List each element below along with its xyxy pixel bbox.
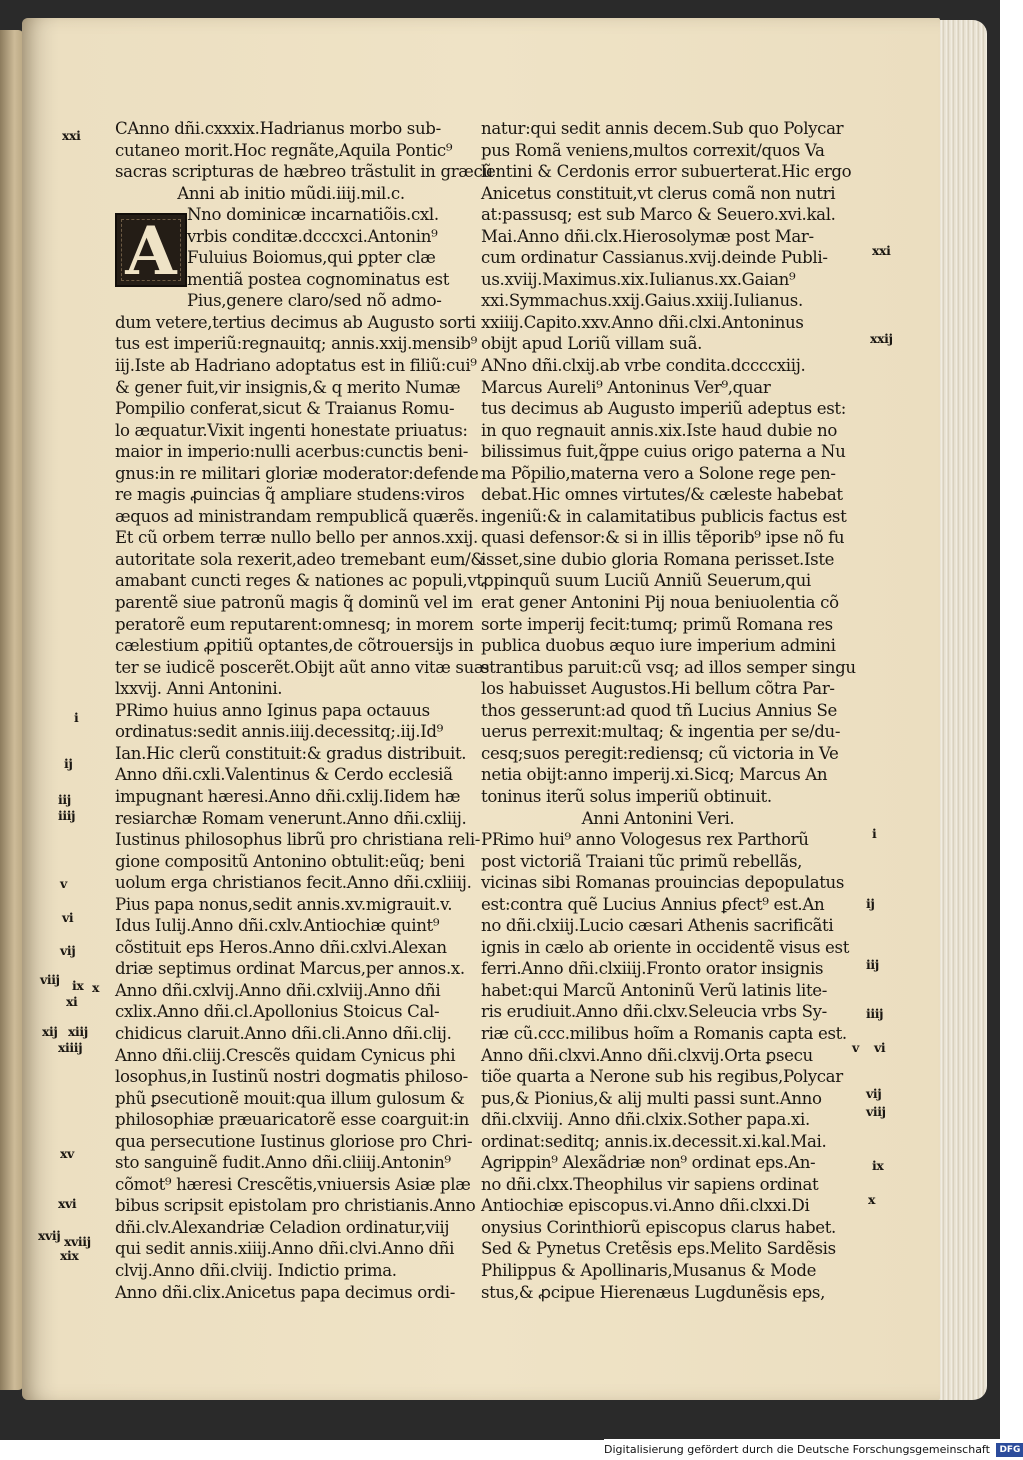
- text-line: Idus Iulij.Anno dñi.cxlv.Antiochiæ quint⁹: [115, 916, 440, 936]
- text-line: parentẽ siue patronũ magis q̃ dominũ vel im: [115, 593, 473, 613]
- margin-numeral: vij: [60, 943, 76, 958]
- margin-numeral: xv: [60, 1146, 74, 1161]
- margin-numeral: iiij: [866, 1006, 884, 1021]
- text-line: ma Põpilio,materna vero a Solone rege pen-: [481, 463, 836, 483]
- text-line: stus,& ꝓcipue Hierenæus Lugdunẽsis eps,: [481, 1282, 826, 1302]
- text-line: obijt apud Loriũ villam suã.: [481, 334, 703, 354]
- text-line: Anno dñi.cxlvij.Anno dñi.cxlviij.Anno dñi: [115, 980, 441, 1000]
- text-line: ingeniũ:& in calamitatibus publicis factus est: [481, 506, 847, 526]
- text-line: peratorẽ eum reputarent:omnesq; in morem: [115, 614, 474, 634]
- text-line: ignis in cælo ab oriente in occidentẽ visus est: [481, 937, 850, 957]
- text-line: philosophiæ præuaricatorẽ esse coarguit:in: [115, 1110, 469, 1130]
- text-line: Agrippin⁹ Alexãdriæ non⁹ ordinat eps.An-: [481, 1153, 816, 1173]
- text-line: CAnno dñi.cxxxix.Hadrianus morbo sub-: [115, 119, 441, 138]
- text-line: thos gesserunt:ad quod tñ Lucius Annius Se: [481, 700, 838, 720]
- credit-text: Digitalisierung gefördert durch die Deutsche Forschungsgemeinschaft: [604, 1443, 990, 1456]
- margin-numeral: xxi: [872, 243, 891, 258]
- text-line: phũ ꝑsecutionẽ mouit:qua illum gulosum &: [115, 1088, 465, 1108]
- margin-numeral: xix: [60, 1248, 79, 1263]
- text-line: uerus perrexit:multaq; & ingentia per se/du-: [481, 722, 841, 742]
- text-line: Anicetus constituit,vt clerus comã non nutri: [481, 183, 836, 203]
- text-line: tus est imperiũ:regnauitq; annis.xxij.mensib⁹: [115, 334, 477, 354]
- text-line: cum ordinatur Cassianus.xvij.deinde Publi-: [481, 248, 828, 268]
- margin-numeral: iij: [58, 792, 71, 807]
- text-line: lxxvij. Anni Antonini.: [115, 679, 283, 699]
- text-line: Anno dñi.cliij.Crescẽs quidam Cynicus phi: [115, 1045, 456, 1065]
- text-line: Iustinus philosophus librũ pro christiana reli-: [115, 830, 481, 850]
- margin-numeral: xiiij: [58, 1040, 83, 1055]
- dfg-logo: DFG: [996, 1443, 1023, 1457]
- right-text-column: [481, 118, 856, 1303]
- text-line: los habuisset Augustos.Hi bellum cõtra Par-: [481, 679, 835, 699]
- text-line: Anni Antonini Veri.: [581, 808, 735, 828]
- text-line: us.xviij.Maximus.xix.Iulianus.xx.Gaian⁹: [481, 269, 796, 289]
- text-line: ꝓpinquũ suum Luciũ Anniũ Seuerum,qui: [481, 571, 811, 591]
- text-line: natur:qui sedit annis decem.Sub quo Polycar: [481, 119, 844, 138]
- text-line: ordinat:seditq; annis.ix.decessit.xi.kal.Mai.: [481, 1131, 827, 1151]
- text-line: in quo regnauit annis.xix.Iste haud dubie no: [481, 420, 838, 440]
- text-line: riæ cũ.ccc.milibus hoĩm a Romanis capta est.: [481, 1023, 847, 1043]
- text-line: & gener fuit,vir insignis,& q merito Numæ: [115, 377, 461, 397]
- text-line: Sed & Pynetus Cretẽsis eps.Melito Sardẽsis: [481, 1239, 836, 1259]
- text-line: Philippus & Apollinaris,Musanus & Mode: [481, 1260, 817, 1280]
- facing-page-edge: [0, 30, 24, 1390]
- margin-numeral: vi: [62, 910, 74, 925]
- text-line: cesq;suos peregit:rediensq; cũ victoria in Ve: [481, 743, 839, 763]
- text-line: vicinas sibi Romanas prouincias depopulatus: [481, 873, 845, 893]
- text-line: resiarchæ Romam venerunt.Anno dñi.cxliij.: [115, 808, 467, 828]
- text-line: Marcus Aureli⁹ Antoninus Ver⁹,quar: [481, 377, 771, 397]
- text-line: netia obijt:anno imperij.xi.Sicq; Marcus An: [481, 765, 828, 785]
- text-line: gione compositũ Antonino obtulit:eũq; beni: [115, 851, 465, 871]
- margin-numeral: x: [868, 1192, 876, 1207]
- margin-numeral: v: [60, 876, 67, 891]
- text-line: qua persecutione Iustinus gloriose pro Chri-: [115, 1131, 473, 1151]
- margin-numeral: viij: [866, 1104, 886, 1119]
- text-line: amabant cuncti reges & nationes ac populi,vt: [115, 571, 483, 591]
- text-line: sorte imperij fecit:tumq; primũ Romana res: [481, 614, 833, 634]
- margin-numeral: vi: [874, 1040, 886, 1055]
- text-line: tiõe quarta a Nerone sub his regibus,Polycar: [481, 1067, 843, 1087]
- text-line: ferri.Anno dñi.clxiiij.Fronto orator insignis: [481, 959, 824, 979]
- text-line: ter se iudicẽ poscerẽt.Obijt aũt anno vitæ suæ: [115, 657, 490, 677]
- text-line: impugnant hæresi.Anno dñi.cxlij.Iidem hæ: [115, 786, 461, 806]
- text-line: no dñi.clxx.Theophilus vir sapiens ordinat: [481, 1174, 819, 1194]
- text-line: sto sanguinẽ fudit.Anno dñi.cliiij.Antonin⁹: [115, 1153, 451, 1173]
- text-line: ordinatus:sedit annis.iiij.decessitq;.iij.Id⁹: [115, 722, 443, 742]
- text-line: bilissimus fuit,q̃ppe cuius origo paterna a Nu: [481, 442, 846, 462]
- text-line: tus decimus ab Augusto imperiũ adeptus est:: [481, 399, 846, 419]
- text-line: sacras scripturas de hæbreo trãstulit in græcũ: [115, 162, 493, 182]
- margin-numeral: xi: [66, 994, 78, 1009]
- margin-numeral: ix: [872, 1158, 884, 1173]
- text-line: no dñi.clxiij.Lucio cæsari Athenis sacrificãti: [481, 916, 834, 936]
- text-line: re magis ꝓuincias q̃ ampliare studens:viros: [115, 485, 465, 505]
- text-line: cõstituit eps Heros.Anno dñi.cxlvi.Alexan: [115, 937, 447, 957]
- text-line: gnus:in re militari gloriæ moderator:defende: [115, 463, 479, 483]
- margin-numeral: ij: [866, 896, 875, 911]
- margin-numeral: ix: [72, 978, 84, 993]
- text-line: Fuluius Boiomus,qui ꝑpter clæ: [187, 248, 436, 268]
- text-line: Ian.Hic clerũ constituit:& gradus distribuit.: [115, 743, 467, 763]
- margin-numeral: xiij: [68, 1024, 88, 1039]
- text-line: isset,sine dubio gloria Romana perisset.Iste: [481, 549, 835, 569]
- text-line: lo æquatur.Vixit ingenti honestate priuatus:: [115, 420, 468, 440]
- text-line: PRimo huius anno Iginus papa octauus: [115, 700, 430, 720]
- text-line: PRimo hui⁹ anno Vologesus rex Parthorũ: [481, 830, 809, 850]
- text-line: xxiiij.Capito.xxv.Anno dñi.clxi.Antoninus: [481, 312, 804, 332]
- text-line: quasi defensor:& si in illis tẽporib⁹ ipse nõ fu: [481, 528, 845, 548]
- text-line: pus Romã veniens,multos correxit/quos Va: [481, 140, 825, 160]
- initial-letter: A: [125, 212, 177, 290]
- text-line: at:passusq; est sub Marco & Seuero.xvi.kal.: [481, 205, 836, 225]
- text-line: Nno dominicæ incarnatiõis.cxl.: [187, 205, 439, 225]
- text-line: Pius papa nonus,sedit annis.xv.migrauit.v.: [115, 894, 453, 914]
- text-line: toninus iterũ solus imperiũ obtinuit.: [481, 786, 772, 806]
- text-line: cxlix.Anno dñi.cl.Apollonius Stoicus Cal-: [115, 1002, 440, 1022]
- text-line: ANno dñi.clxij.ab vrbe condita.dccccxiij.: [481, 356, 806, 376]
- text-line: mentiã postea cognominatus est: [187, 269, 450, 289]
- digitization-credit: [604, 1439, 1021, 1460]
- text-line: bibus scripsit epistolam pro christianis.Anno: [115, 1196, 476, 1216]
- text-line: post victoriã Traiani tũc primũ rebellãs,: [481, 851, 803, 871]
- text-line: Anno dñi.clxvi.Anno dñi.clxvij.Orta ꝑsecu: [481, 1045, 813, 1065]
- text-line: Pompilio conferat,sicut & Traianus Romu-: [115, 399, 455, 419]
- margin-numeral: i: [74, 710, 79, 725]
- margin-numeral: x: [92, 980, 100, 995]
- text-line: debat.Hic omnes virtutes/& cæleste habebat: [481, 485, 843, 505]
- text-line: Anni ab initio mũdi.iiij.mil.c.: [177, 183, 405, 203]
- text-line: xxi.Symmachus.xxij.Gaius.xxiij.Iulianus.: [481, 291, 803, 311]
- text-line: cutaneo morit.Hoc regnãte,Aquila Pontic⁹: [115, 140, 453, 160]
- text-line: Pius,genere claro/sed nõ admo-: [187, 291, 442, 311]
- text-line: dñi.clv.Alexandriæ Celadion ordinatur,viij: [115, 1217, 450, 1237]
- text-line: driæ septimus ordinat Marcus,per annos.x.: [115, 959, 465, 979]
- text-line: qui sedit annis.xiiij.Anno dñi.clvi.Anno dñi: [115, 1239, 455, 1259]
- margin-numeral: i: [872, 826, 877, 841]
- text-line: pus,& Pionius,& alij multi passi sunt.Anno: [481, 1088, 822, 1108]
- margin-numeral: iiij: [58, 808, 76, 823]
- margin-numeral: xviij: [64, 1234, 91, 1249]
- text-line: est:contra quẽ Lucius Annius ꝑfect⁹ est.An: [481, 894, 825, 914]
- text-line: ris erudiuit.Anno dñi.clxv.Seleucia vrbs Sy-: [481, 1002, 827, 1022]
- margin-numeral: iij: [866, 957, 879, 972]
- text-line: onysius Corinthiorũ episcopus clarus habet.: [481, 1217, 836, 1237]
- text-line: chidicus claruit.Anno dñi.cli.Anno dñi.clij.: [115, 1023, 452, 1043]
- text-line: dum vetere,tertius decimus ab Augusto sorti: [115, 312, 476, 332]
- text-line: autoritate sola rexerit,adeo tremebant eum/&: [115, 549, 485, 569]
- margin-numeral: xij: [42, 1024, 58, 1039]
- margin-numeral: xvij: [38, 1228, 61, 1243]
- text-line: æquos ad ministrandam rempublicã quærẽs.: [115, 506, 479, 526]
- margin-numeral: xvi: [58, 1196, 77, 1211]
- text-line: Anno dñi.cxli.Valentinus & Cerdo ecclesiã: [115, 765, 453, 785]
- margin-numeral: xxij: [870, 331, 893, 346]
- margin-numeral: viij: [40, 972, 60, 987]
- margin-numeral: v: [852, 1040, 859, 1055]
- text-line: losophus,in Iustinũ nostri dogmatis philoso-: [115, 1067, 468, 1087]
- text-line: iij.Iste ab Hadriano adoptatus est in filiũ:cui⁹: [115, 356, 477, 376]
- text-line: lentini & Cerdonis error subuerterat.Hic ergo: [481, 162, 852, 182]
- margin-numeral: ij: [64, 756, 73, 771]
- text-line: uolum erga christianos fecit.Anno dñi.cxliiij.: [115, 873, 472, 893]
- text-line: vrbis conditæ.dcccxci.Antonin⁹: [187, 226, 438, 246]
- text-line: strantibus paruit:cũ vsq; ad illos semper singu: [481, 657, 856, 677]
- text-line: clvij.Anno dñi.clviij. Indictio prima.: [115, 1260, 397, 1280]
- text-line: cõmot⁹ hæresi Crescẽtis,vniuersis Asiæ plæ: [115, 1174, 471, 1194]
- text-line: habet:qui Marcũ Antoninũ Verũ latinis lite-: [481, 980, 828, 1000]
- text-line: maior in imperio:nulli acerbus:cunctis beni-: [115, 442, 469, 462]
- text-line: cælestium ꝓpitiũ optantes,de cõtrouersijs in: [115, 636, 474, 656]
- margin-numeral: xxi: [62, 128, 81, 143]
- text-line: Mai.Anno dñi.clx.Hierosolymæ post Mar-: [481, 226, 814, 246]
- text-line: erat gener Antonini Pij noua beniuolentia cõ: [481, 593, 839, 613]
- text-line: publica duobus æquo iure imperium admini: [481, 636, 836, 656]
- text-line: Antiochiæ episcopus.vi.Anno dñi.clxxi.Di: [481, 1196, 810, 1216]
- text-line: Anno dñi.clix.Anicetus papa decimus ordi-: [115, 1282, 455, 1302]
- text-line: Et cũ orbem terræ nullo bello per annos.xxij.: [115, 528, 478, 548]
- text-line: dñi.clxviij. Anno dñi.clxix.Sother papa.xi.: [481, 1110, 810, 1130]
- left-text-column: [115, 118, 493, 1303]
- margin-numeral: vij: [866, 1086, 882, 1101]
